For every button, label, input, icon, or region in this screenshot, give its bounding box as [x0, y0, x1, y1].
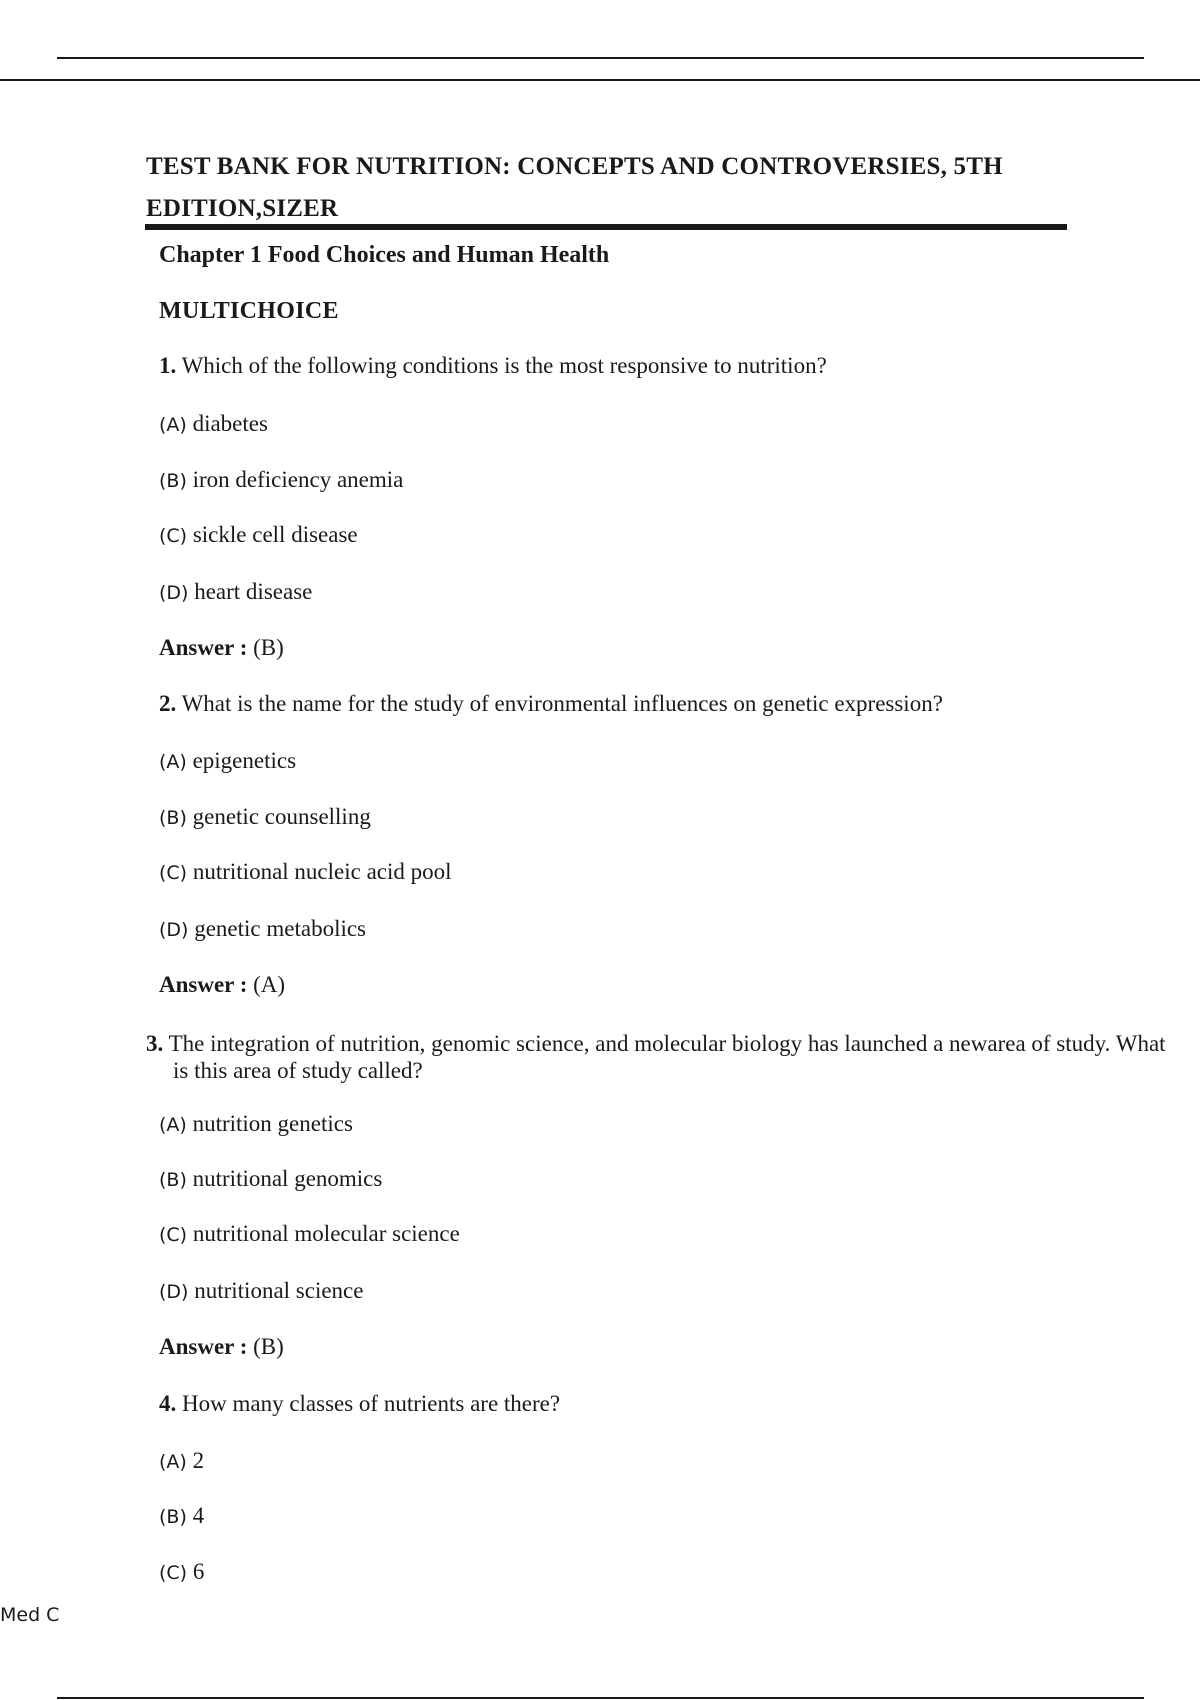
answer-label: Answer :	[159, 972, 254, 997]
question-text: What is the name for the study of environmental influences on genetic expression?	[176, 691, 943, 716]
q3-answer	[159, 1334, 284, 1360]
q1-option-c	[159, 522, 358, 548]
option-text: iron deficiency anemia	[186, 467, 404, 492]
q2-option-b	[159, 804, 371, 830]
option-text: epigenetics	[186, 748, 297, 773]
option-text: nutritional genomics	[186, 1166, 383, 1191]
question-number: 1.	[159, 353, 177, 378]
q3-option-a	[159, 1111, 353, 1137]
q1-option-b	[159, 467, 403, 493]
option-text: nutritional molecular science	[187, 1221, 460, 1246]
question-number: 3.	[146, 1031, 164, 1056]
option-letter: (D)	[159, 919, 189, 941]
q2-answer	[159, 972, 285, 998]
question-number: 4.	[159, 1391, 177, 1416]
question-2	[159, 691, 943, 717]
question-4	[159, 1391, 560, 1417]
option-text: 6	[187, 1559, 205, 1584]
question-text: How many classes of nutrients are there?	[176, 1391, 561, 1416]
section-heading: MULTICHOICE	[159, 298, 339, 324]
q2-option-d	[159, 916, 366, 942]
answer-value: (B)	[253, 635, 284, 660]
option-letter: (C)	[159, 862, 188, 884]
answer-label: Answer :	[159, 1334, 254, 1359]
q1-option-d	[159, 579, 312, 605]
footer-text: Med C	[0, 1604, 60, 1626]
answer-value: (A)	[253, 972, 286, 997]
q4-option-c	[159, 1559, 204, 1585]
q3-option-b	[159, 1166, 382, 1192]
option-text: 4	[186, 1503, 205, 1528]
question-3	[146, 1030, 1173, 1084]
header-rule-top	[57, 57, 1144, 59]
q3-option-d	[159, 1278, 363, 1304]
option-text: diabetes	[186, 411, 268, 436]
question-number: 2.	[159, 691, 177, 716]
option-text: nutrition genetics	[186, 1111, 353, 1136]
option-text: genetic counselling	[186, 804, 371, 829]
q2-option-a	[159, 748, 296, 774]
answer-label: Answer :	[159, 635, 254, 660]
option-text: genetic metabolics	[188, 916, 367, 941]
q4-option-a	[159, 1448, 204, 1474]
q1-option-a	[159, 411, 268, 437]
option-letter: (A)	[159, 1451, 187, 1473]
chapter-heading: Chapter 1 Food Choices and Human Health	[159, 242, 610, 268]
option-letter: (C)	[159, 1562, 188, 1584]
option-text: nutritional science	[188, 1278, 364, 1303]
header-rule-bottom	[0, 79, 1200, 81]
question-text: The integration of nutrition, genomic science, and molecular biology has launched a newarea of study. What is this area of study called?	[163, 1031, 1166, 1083]
title-underline	[145, 224, 1067, 230]
option-letter: (C)	[159, 1224, 188, 1246]
footer-rule	[57, 1697, 1144, 1699]
option-letter: (B)	[159, 1506, 187, 1528]
option-letter: (B)	[159, 470, 187, 492]
option-letter: (C)	[159, 525, 188, 547]
option-letter: (A)	[159, 414, 187, 436]
q4-option-b	[159, 1503, 204, 1529]
option-letter: (A)	[159, 751, 187, 773]
document-title: TEST BANK FOR NUTRITION: CONCEPTS AND CONTROVERSIES, 5TH EDITION,SIZER	[146, 153, 1003, 222]
option-letter: (A)	[159, 1114, 187, 1136]
option-letter: (D)	[159, 1281, 189, 1303]
option-text: 2	[186, 1448, 205, 1473]
option-letter: (B)	[159, 1169, 187, 1191]
question-1	[159, 353, 827, 379]
option-letter: (D)	[159, 582, 189, 604]
option-text: nutritional nucleic acid pool	[187, 859, 452, 884]
q3-option-c	[159, 1221, 460, 1247]
q1-answer	[159, 635, 284, 661]
option-text: sickle cell disease	[187, 522, 358, 547]
option-text: heart disease	[188, 579, 313, 604]
answer-value: (B)	[253, 1334, 284, 1359]
option-letter: (B)	[159, 807, 187, 829]
q2-option-c	[159, 859, 452, 885]
question-text: Which of the following conditions is the most responsive to nutrition?	[176, 353, 827, 378]
